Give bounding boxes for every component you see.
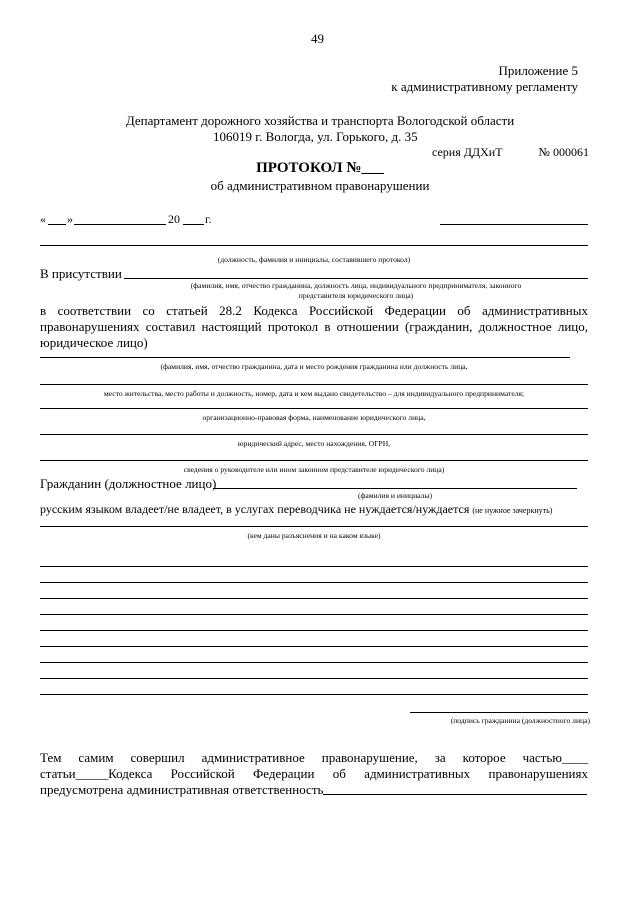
presence-caption-line1: (фамилия, имя, отчество гражданина, должность лица, индивидуального предпринимателя, законного xyxy=(190,281,522,290)
explanation-field[interactable] xyxy=(40,526,588,527)
place-field[interactable] xyxy=(440,224,588,225)
day-field[interactable] xyxy=(48,224,66,225)
signature-field[interactable] xyxy=(410,712,588,713)
citizen-label: Гражданин (должностное лицо) xyxy=(40,476,217,491)
blank-line[interactable] xyxy=(40,646,588,647)
appendix-subtitle: к административному регламенту xyxy=(391,79,578,94)
language-text xyxy=(40,502,552,518)
form-series: серия ДДХиТ xyxy=(432,145,503,159)
citizen-name-caption: (фамилия и инициалы) xyxy=(357,491,433,500)
language-note: (не нужное зачеркнуть) xyxy=(472,506,553,515)
statute-text-line3: юридическое лицо) xyxy=(40,335,148,350)
citizen-name-field[interactable] xyxy=(213,488,577,489)
year-prefix: 20 xyxy=(168,212,180,226)
statute-text-line2: правонарушениях составил настоящий протокол в отношении (гражданин, должностное лицо, xyxy=(40,319,588,334)
blank-line[interactable] xyxy=(40,598,588,599)
language-statement: русским языком владеет/не владеет, в услугах переводчика не нуждается/нуждается xyxy=(40,502,470,516)
date-quote-close: » xyxy=(67,212,73,226)
blank-line[interactable] xyxy=(40,614,588,615)
month-field[interactable] xyxy=(74,224,166,225)
final-text-line2: статьи_____Кодекса Российской Федерации об административных правонарушениях xyxy=(40,766,588,781)
blank-line[interactable] xyxy=(40,566,588,567)
legal-address-caption: юридический адрес, место нахождения, ОГРН, xyxy=(237,439,391,448)
appendix-title: Приложение 5 xyxy=(498,63,578,78)
citizen-caption: (фамилия, имя, отчество гражданина, дата и место рождения гражданина или должность лица, xyxy=(160,362,468,371)
residence-caption: место жительства, место работы и должность, номер, дата и кем выдано свидетельство – для индивидуального предпринимателя; xyxy=(103,389,525,398)
page-number: 49 xyxy=(311,31,324,46)
date-quote-open: « xyxy=(40,212,46,226)
legal-address-field[interactable] xyxy=(40,434,588,435)
final-text-line3: предусмотрена административная ответственность xyxy=(40,782,324,797)
signature-caption: (подпись гражданина (должностного лица) xyxy=(450,716,590,725)
form-number: № 000061 xyxy=(538,145,589,159)
year-field[interactable] xyxy=(183,224,204,225)
presence-field[interactable] xyxy=(124,278,588,279)
year-suffix: г. xyxy=(205,212,212,226)
presence-caption-line2: представителя юридического лица) xyxy=(298,291,414,300)
presence-label: В присутствии xyxy=(40,266,122,281)
manager-field[interactable] xyxy=(40,460,588,461)
blank-line[interactable] xyxy=(40,582,588,583)
compiler-caption: (должность, фамилия и инициалы, составившего протокол) xyxy=(217,255,411,264)
liability-field[interactable] xyxy=(323,794,587,795)
blank-line[interactable] xyxy=(40,694,588,695)
manager-caption: сведения о руководителе или ином законном представителе юридического лица) xyxy=(183,465,445,474)
blank-line[interactable] xyxy=(40,630,588,631)
legal-form-caption: организационно-правовая форма, наименование юридического лица, xyxy=(202,413,426,422)
citizen-field[interactable] xyxy=(40,357,570,358)
explanation-caption: (кем даны разъяснения и на каком языке) xyxy=(247,531,381,540)
blank-line[interactable] xyxy=(40,678,588,679)
legal-form-field[interactable] xyxy=(40,408,588,409)
residence-field[interactable] xyxy=(40,384,588,385)
compiler-field[interactable] xyxy=(40,245,588,246)
blank-line[interactable] xyxy=(40,662,588,663)
department-address: 106019 г. Вологда, ул. Горького, д. 35 xyxy=(213,129,418,144)
statute-text-line1: в соответствии со статьей 28.2 Кодекса Российской Федерации об административных xyxy=(40,303,588,318)
final-text-line1: Тем самим совершил административное правонарушение, за которое частью____ xyxy=(40,750,588,765)
protocol-title: ПРОТОКОЛ №___ xyxy=(256,160,384,176)
department-name: Департамент дорожного хозяйства и транспорта Вологодской области xyxy=(125,113,515,128)
protocol-subtitle: об административном правонарушении xyxy=(210,178,430,193)
